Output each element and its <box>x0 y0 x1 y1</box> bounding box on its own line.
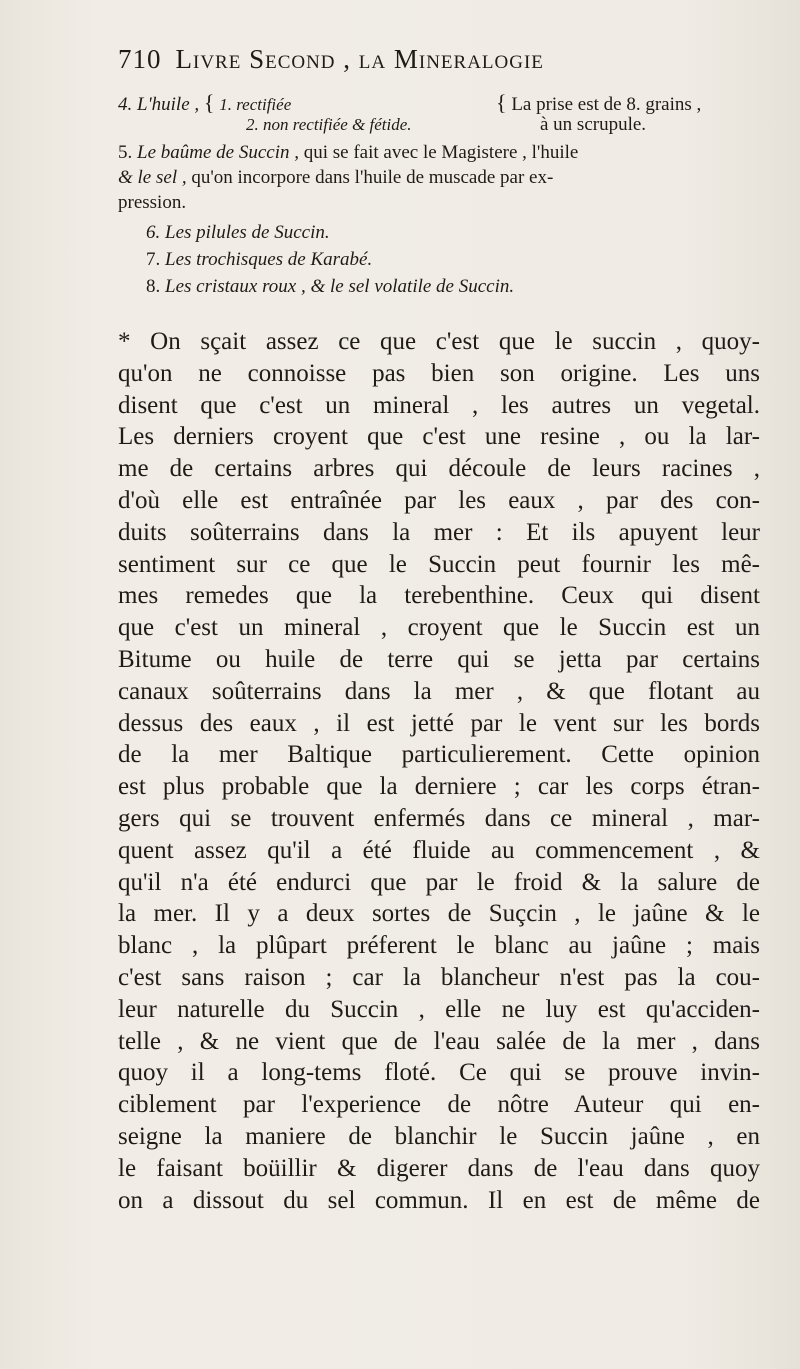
note-line <box>118 898 760 930</box>
recipe-name: & le sel , <box>118 167 187 188</box>
note-line <box>118 390 760 422</box>
note-line-text: qu'on ne connoisse pas bien son origine. Les uns <box>118 359 760 387</box>
recipe-name: L'huile , <box>137 94 200 115</box>
note-line-text: Bitume ou huile de terre qui se jetta par certains <box>118 645 760 673</box>
note-line-text: on a dissout du sel commun. Il en est de même de <box>118 1186 760 1214</box>
note-line-text: le faisant boüillir & digerer dans de l'eau dans quoy <box>118 1154 760 1182</box>
recipe-sub-1: 1. rectifiée <box>219 95 292 114</box>
note-line <box>118 1026 760 1058</box>
note-line <box>118 1185 760 1217</box>
running-header <box>118 44 718 75</box>
recipe-text: Les pilules de Succin. <box>165 222 330 243</box>
note-line <box>118 1153 760 1185</box>
note-line <box>118 580 760 612</box>
note-line <box>118 962 760 994</box>
note-line-text: est plus probable que la derniere ; car les corps étran- <box>118 773 760 801</box>
note-line <box>118 930 760 962</box>
note-line <box>118 1089 760 1121</box>
note-line-text: que c'est un mineral , croyent que le Succin est un <box>118 614 760 642</box>
recipe-text: qu'on incorpore dans l'huile de muscade par ex- <box>191 167 554 188</box>
note-line-text: seigne la maniere de blanchir le Succin jaûne , en <box>118 1122 760 1150</box>
note-line-text: mes remedes que la terebenthine. Ceux qui disent <box>118 582 760 610</box>
note-line-text: de la mer Baltique particulierement. Cette opinion <box>118 741 760 769</box>
recipe-name: Le baûme de Succin , <box>137 142 299 163</box>
note-line <box>118 676 760 708</box>
dose-text-1: La prise est de 8. grains , <box>511 94 702 115</box>
note-line <box>118 549 760 581</box>
dose-text-2: à un scrupule. <box>540 114 647 135</box>
note-line <box>118 994 760 1026</box>
page-number: 710 <box>118 44 162 74</box>
note-line-text: quoy il a long-tems floté. Ce qui se prouve invin- <box>118 1059 760 1087</box>
recipe-sub-2: 2. non rectifiée & fétide. <box>246 115 412 134</box>
note-line-text: disent que c'est un mineral , les autres un vegetal. <box>118 391 760 419</box>
recipe-item-5-line-2 <box>118 167 768 189</box>
recipe-item-6 <box>146 222 796 244</box>
note-line <box>118 326 760 358</box>
recipe-text: Les cristaux roux , & le sel volatile de Succin. <box>165 276 515 297</box>
note-line <box>118 1121 760 1153</box>
note-line <box>118 485 760 517</box>
note-line-text: quent assez qu'il a été fluide au commencement , & <box>118 836 760 864</box>
note-line <box>118 517 760 549</box>
note-line <box>118 358 760 390</box>
note-line-text: me de certains arbres qui découle de leurs racines , <box>118 455 760 483</box>
note-line <box>118 739 760 771</box>
note-line-text: c'est sans raison ; car la blancheur n'est pas la cou- <box>118 963 760 991</box>
recipe-item-7 <box>146 249 796 271</box>
note-line-text: duits soûterrains dans la mer : Et ils apuyent leur <box>118 518 760 546</box>
recipe-number: 8. <box>146 276 161 297</box>
recipe-item-5-line-1 <box>118 142 768 164</box>
recipe-text: qui se fait avec le Magistere , l'huile <box>303 142 579 163</box>
note-line <box>118 771 760 803</box>
note-line <box>118 708 760 740</box>
note-line-text: canaux soûterrains dans la mer , & que flotant au <box>118 677 760 705</box>
note-line-text: qu'il n'a été endurci que par le froid & la salure de <box>118 868 760 896</box>
recipe-text: pression. <box>118 192 187 213</box>
recipe-dose-2 <box>540 114 800 136</box>
note-line-text: blanc , la plûpart préferent le blanc au jaûne ; mais <box>118 932 760 960</box>
page-title: Livre Second , la Mineralogie <box>175 44 544 74</box>
note-line <box>118 835 760 867</box>
brace-glyph: { <box>203 90 215 115</box>
note-line-text: Les derniers croyent que c'est une resine , ou la lar- <box>118 423 760 451</box>
note-line-text: leur naturelle du Succin , elle ne luy est qu'acciden- <box>118 995 760 1023</box>
note-line-text: d'où elle est entraînée par les eaux , par des con- <box>118 486 760 514</box>
recipe-item-5-line-3 <box>118 192 768 214</box>
recipe-number: 4. <box>118 94 133 115</box>
recipe-number: 6. <box>146 222 161 243</box>
note-line <box>118 421 760 453</box>
note-line-text: la mer. Il y a deux sortes de Suçcin , le jaûne & le <box>118 900 760 928</box>
note-line-text: sentiment sur ce que le Succin peut fournir les mê- <box>118 550 760 578</box>
note-line-text: dessus des eaux , il est jetté par le vent sur les bords <box>118 709 760 737</box>
recipe-text: Les trochisques de Karabé. <box>165 249 373 270</box>
note-line <box>118 612 760 644</box>
note-line-text: ciblement par l'experience de nôtre Auteur qui en- <box>118 1091 760 1119</box>
recipe-item-8 <box>146 276 796 298</box>
recipe-dose-1 <box>496 90 800 116</box>
brace-glyph: { <box>496 90 507 115</box>
note-line <box>118 867 760 899</box>
note-line-text: gers qui se trouvent enfermés dans ce mineral , mar- <box>118 804 760 832</box>
note-line <box>118 803 760 835</box>
note-line-text: telle , & ne vient que de l'eau salée de la mer , dans <box>118 1027 760 1055</box>
note-paragraph <box>118 326 760 1216</box>
note-line-text: * On sçait assez ce que c'est que le succin , quoy- <box>118 328 760 355</box>
recipe-number: 7. <box>146 249 161 270</box>
note-line <box>118 453 760 485</box>
recipe-number: 5. <box>118 142 133 163</box>
note-line <box>118 1057 760 1089</box>
note-line <box>118 644 760 676</box>
